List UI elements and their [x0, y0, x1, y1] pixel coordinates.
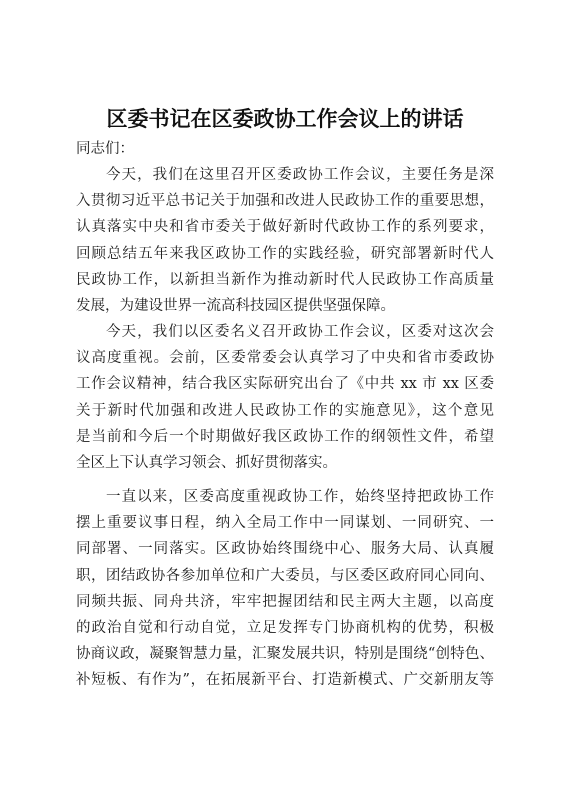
paragraph-2 [76, 319, 494, 476]
paragraph-line: 关于新时代加强和改进人民政协工作的实施意见》，这个意见 [76, 402, 494, 419]
paragraph-line: 的政治自觉和行动自觉，立足发挥专门协商机构的优势，积极 [76, 619, 494, 636]
paragraph-line: 全区上下认真学习领会、抓好贯彻落实。 [76, 454, 337, 471]
document-title: 区委书记在区委政协工作会议上的讲话 [106, 107, 464, 131]
paragraph-line: 回顾总结五年来我区政协工作的实践经验，研究部署新时代人 [76, 245, 494, 262]
paragraph-1 [76, 162, 494, 319]
paragraph-3 [76, 484, 494, 694]
paragraph-line: 补短板、有作为”，在拓展新平台、打造新模式、广交新朋友等 [76, 672, 494, 689]
paragraph-line: 是当前和今后一个时期做好我区政协工作的纲领性文件，希望 [76, 428, 494, 445]
paragraph-line: 职，团结政协各参加单位和广大委员，与区委区政府同心同向、 [76, 567, 494, 584]
paragraph-line: 今天，我们以区委名义召开政协工作会议，区委对这次会 [106, 324, 494, 340]
paragraph-line: 议高度重视。会前，区委常委会认真学习了中央和省市委政协 [76, 350, 494, 367]
paragraph-line: 协商议政，凝聚智慧力量，汇聚发展共识，特别是围绕“创特色、 [76, 646, 494, 663]
paragraph-line: 同部署、一同落实。区政协始终围绕中心、服务大局、认真履 [76, 541, 494, 558]
paragraph-line: 入贯彻习近平总书记关于加强和改进人民政协工作的重要思想， [76, 193, 494, 210]
paragraph-line: 认真落实中央和省市委关于做好新时代政协工作的系列要求， [76, 219, 494, 236]
paragraph-line: 发展，为建设世界一流高科技园区提供坚强保障。 [76, 297, 395, 314]
paragraph-line: 一直以来，区委高度重视政协工作，始终坚持把政协工作 [106, 489, 494, 505]
paragraph-line: 摆上重要议事日程，纳入全局工作中一同谋划、一同研究、一 [76, 515, 494, 532]
paragraph-line: 同频共振、同舟共济，牢牢把握团结和民主两大主题，以高度 [76, 593, 494, 610]
paragraph-line: 工作会议精神，结合我区实际研究出台了《中共 xx 市 xx 区委 [76, 376, 494, 393]
salutation: 同志们： [76, 141, 134, 157]
paragraph-line: 民政协工作，以新担当新作为推动新时代人民政协工作高质量 [76, 271, 494, 288]
paragraph-line: 今天，我们在这里召开区委政协工作会议，主要任务是深 [106, 167, 494, 183]
